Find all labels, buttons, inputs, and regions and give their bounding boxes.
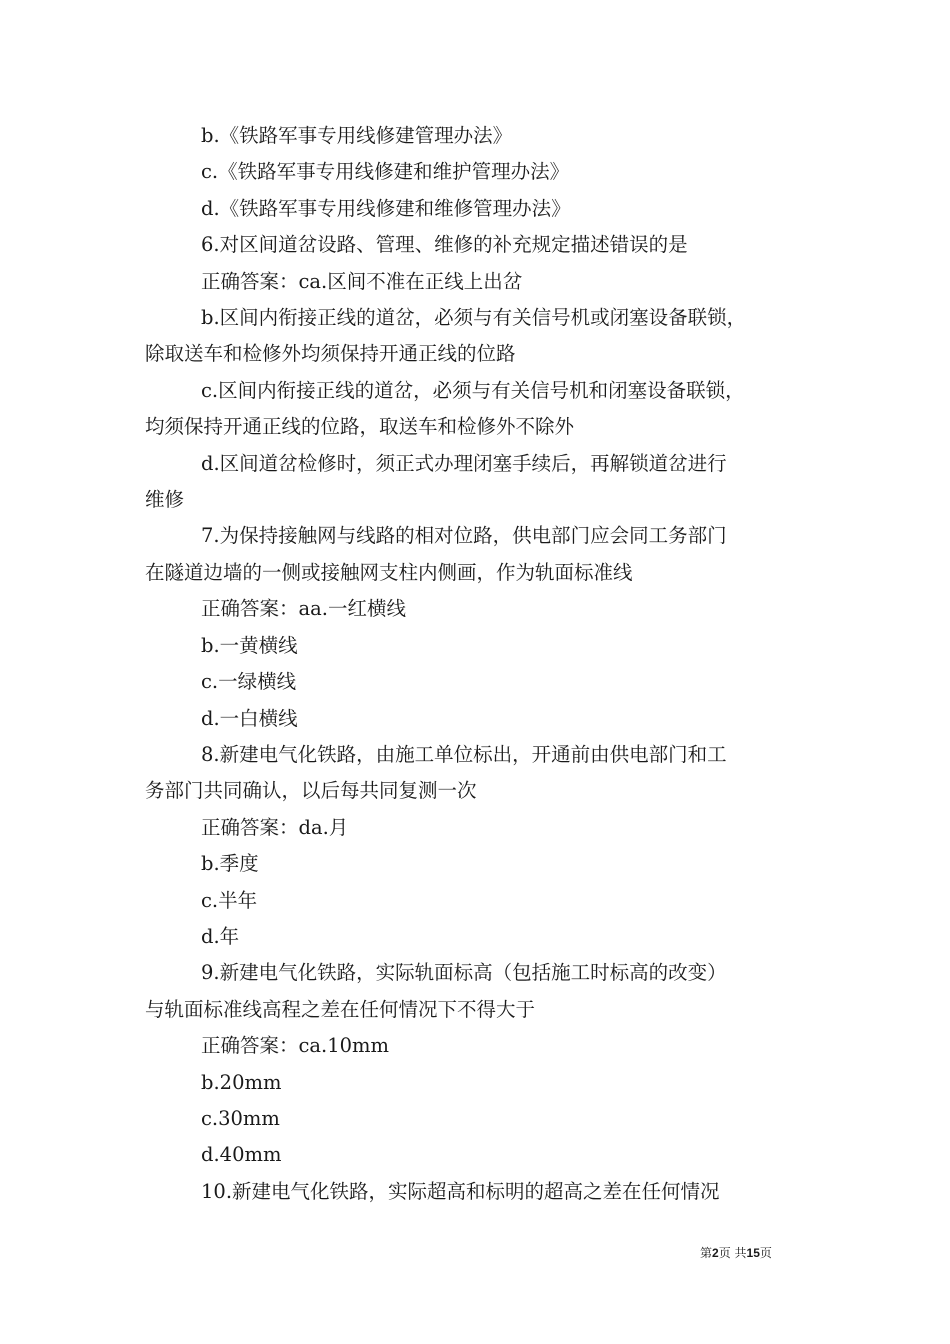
current-page-number: 2: [712, 1246, 719, 1260]
text-line: b.区间内衔接正线的道岔，必须与有关信号机或闭塞设备联锁，: [201, 306, 747, 330]
question-6: 6.对区间道岔设路、管理、维修的补充规定描述错误的是: [201, 233, 688, 257]
text-line: b.季度: [201, 852, 259, 876]
answer-line: 正确答案：ca.10mm: [201, 1034, 390, 1058]
total-page-number: 15: [746, 1246, 760, 1260]
text-line: b.《铁路军事专用线修建管理办法》: [201, 124, 513, 147]
answer-line: 正确答案：aa.一红横线: [201, 597, 406, 621]
body-text: [145, 118, 825, 1210]
answer-line: 正确答案：ca.区间不准在正线上出岔: [201, 269, 523, 293]
question-9: 9.新建电气化铁路，实际轨面标高（包括施工时标高的改变）: [201, 961, 727, 985]
text-line: c.一绿横线: [201, 670, 297, 694]
text-line: 与轨面标准线高程之差在任何情况下不得大于: [145, 997, 536, 1021]
text-line: d.《铁路军事专用线修建和维修管理办法》: [201, 196, 571, 220]
question-7: 7.为保持接触网与线路的相对位路，供电部门应会同工务部门: [201, 524, 727, 548]
question-8: 8.新建电气化铁路，由施工单位标出，开通前由供电部门和工: [201, 742, 727, 766]
page-footer: [700, 1245, 772, 1261]
text-line: d.年: [201, 924, 240, 948]
footer-prefix: 第: [700, 1246, 713, 1260]
text-line: 除取送车和检修外均须保持开通正线的位路: [145, 342, 516, 366]
text-line: 在隧道边墙的一侧或接触网支柱内侧画，作为轨面标准线: [145, 560, 633, 584]
text-line: d.40mm: [201, 1143, 282, 1167]
text-line: b.一黄横线: [201, 633, 298, 657]
text-line: 均须保持开通正线的位路，取送车和检修外不除外: [145, 415, 575, 439]
text-line: 维修: [145, 488, 185, 512]
footer-middle: 页 共: [718, 1246, 747, 1260]
answer-line: 正确答案：da.月: [201, 815, 349, 839]
text-line: c.半年: [201, 888, 258, 912]
text-line: b.20mm: [201, 1070, 282, 1094]
text-line: c.区间内衔接正线的道岔，必须与有关信号机和闭塞设备联锁，: [201, 378, 745, 402]
question-10: 10.新建电气化铁路，实际超高和标明的超高之差在任何情况: [201, 1179, 720, 1203]
text-line: c.《铁路军事专用线修建和维护管理办法》: [201, 160, 570, 184]
text-line: 务部门共同确认，以后每共同复测一次: [145, 779, 477, 803]
footer-suffix: 页: [759, 1246, 772, 1260]
text-line: c.30mm: [201, 1106, 280, 1130]
text-line: d.一白横线: [201, 706, 298, 730]
text-line: d.区间道岔检修时，须正式办理闭塞手续后，再解锁道岔进行: [201, 451, 727, 475]
